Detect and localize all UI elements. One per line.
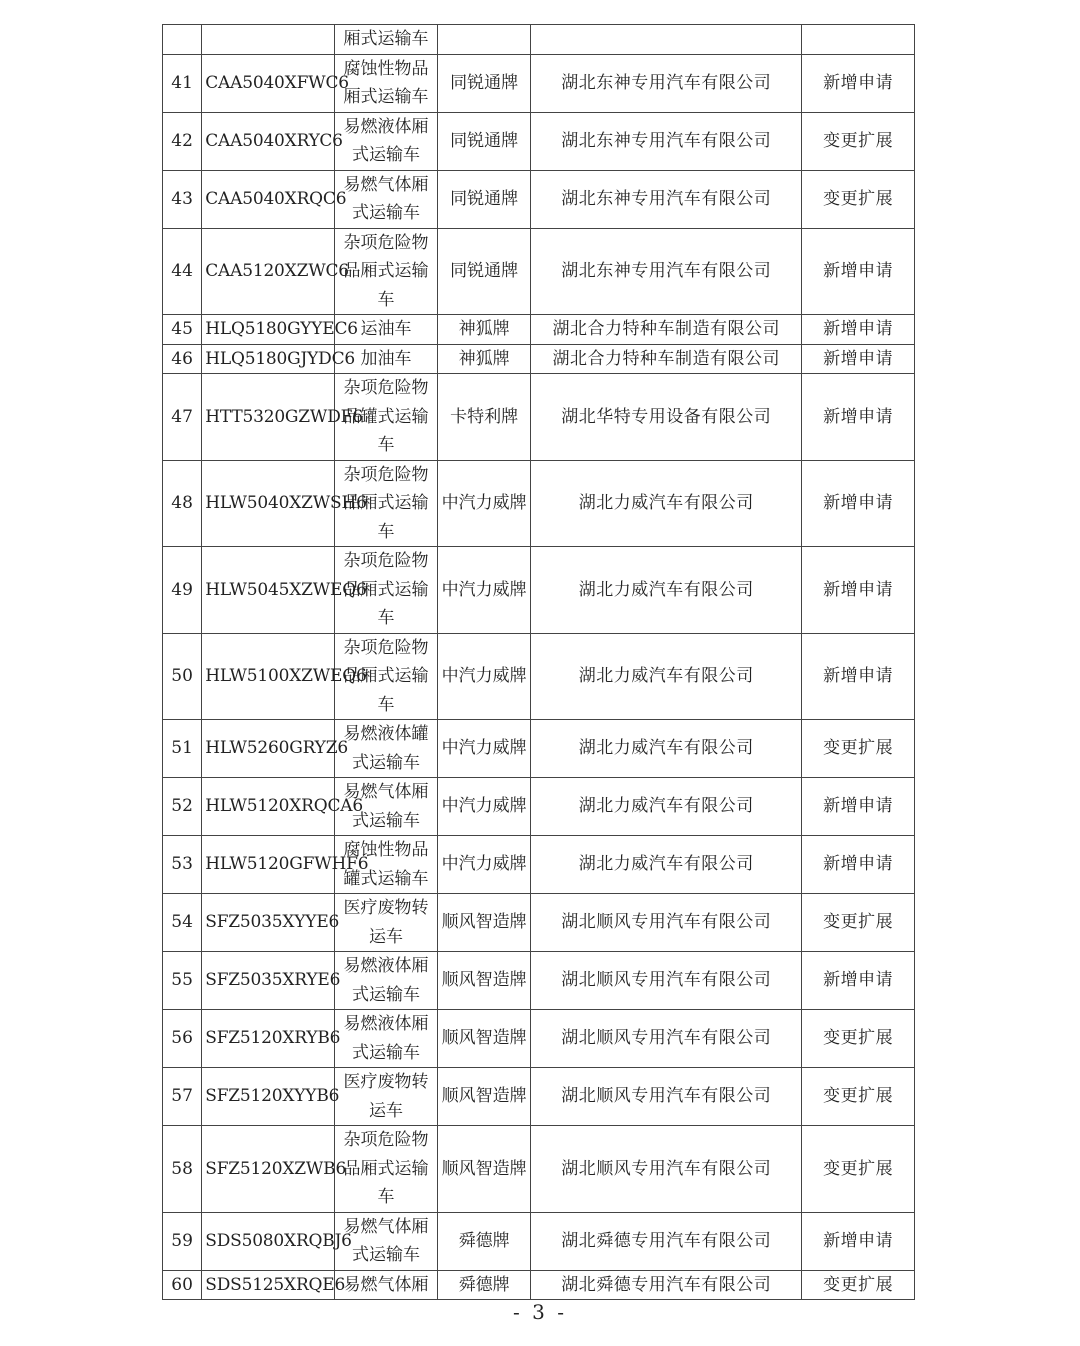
vehicle-name-line: 式运输车: [351, 1245, 420, 1265]
vehicle-name-cell: [335, 112, 438, 170]
vehicle-name-cell: [335, 836, 438, 894]
application-type-cell: [802, 25, 915, 55]
vehicle-model-cell: SFZ5120XRYB6: [202, 1010, 335, 1068]
company-cell: 湖北合力特种车制造有限公司: [531, 344, 802, 374]
vehicle-model-cell: SFZ5035XRYE6: [202, 952, 335, 1010]
brand-cell: 舜德牌: [437, 1212, 531, 1270]
company-cell: 湖北东神专用汽车有限公司: [531, 228, 802, 315]
vehicle-name-line: 腐蚀性物品: [343, 840, 429, 860]
vehicle-name-line: 式运输车: [351, 752, 420, 773]
vehicle-model-cell: HLW5040XZWSH6: [202, 460, 335, 547]
vehicle-model-cell: [202, 25, 335, 55]
brand-cell: 神狐牌: [437, 315, 531, 345]
vehicle-name-line: 杂项危险物: [343, 378, 429, 398]
vehicle-name-line: 车: [377, 289, 395, 310]
vehicle-name-line: 厢式运输车: [343, 87, 429, 107]
brand-cell: 中汽力威牌: [437, 460, 531, 547]
company-cell: 湖北力威汽车有限公司: [531, 547, 802, 634]
vehicle-name-cell: [335, 170, 438, 228]
row-number-cell: 60: [163, 1270, 202, 1300]
vehicle-name-line: 式运输车: [351, 203, 420, 223]
table-row: [163, 54, 915, 112]
vehicle-name-line: 车: [377, 694, 395, 715]
vehicle-name-line: 品厢式运输: [343, 579, 429, 600]
row-number-cell: 41: [163, 54, 202, 112]
vehicle-model-cell: SFZ5120XZWB6: [202, 1126, 335, 1213]
company-cell: [531, 25, 802, 55]
vehicle-name-line: 杂项危险物: [343, 637, 429, 658]
application-type-cell: 变更扩展: [802, 1068, 915, 1126]
row-number-cell: 52: [163, 778, 202, 836]
brand-cell: 同锐通牌: [437, 54, 531, 112]
vehicle-name-line: 厢式运输车: [343, 29, 429, 49]
vehicle-name-line: 车: [377, 435, 395, 455]
vehicle-name-line: 品罐式运输: [343, 406, 429, 427]
vehicle-name-cell: [335, 228, 438, 315]
row-number-cell: 53: [163, 836, 202, 894]
application-type-cell: 新增申请: [802, 547, 915, 634]
row-number-cell: 43: [163, 170, 202, 228]
company-cell: 湖北东神专用汽车有限公司: [531, 54, 802, 112]
application-type-cell: 新增申请: [802, 952, 915, 1010]
vehicle-name-line: 运车: [368, 1100, 403, 1121]
table-row: [163, 720, 915, 778]
brand-cell: 同锐通牌: [437, 170, 531, 228]
table-row: [163, 315, 915, 345]
row-number-cell: 47: [163, 374, 202, 461]
vehicle-name-line: 加油车: [360, 348, 412, 369]
brand-cell: 神狐牌: [437, 344, 531, 374]
vehicle-model-cell: CAA5040XRQC6: [202, 170, 335, 228]
vehicle-name-line: 医疗废物转: [343, 1072, 429, 1092]
application-type-cell: 新增申请: [802, 228, 915, 315]
application-type-cell: 变更扩展: [802, 720, 915, 778]
company-cell: 湖北舜德专用汽车有限公司: [531, 1212, 802, 1270]
vehicle-name-cell: [335, 952, 438, 1010]
vehicle-model-cell: SFZ5120XYYB6: [202, 1068, 335, 1126]
vehicle-name-cell: [335, 1068, 438, 1126]
table-row: [163, 952, 915, 1010]
table-row: [163, 170, 915, 228]
vehicle-name-line: 式运输车: [351, 1042, 420, 1063]
vehicle-name-line: 品厢式运输: [343, 493, 429, 513]
brand-cell: 卡特利牌: [437, 374, 531, 461]
vehicle-model-cell: HLQ5180GYYEC6: [202, 315, 335, 345]
row-number-cell: 54: [163, 894, 202, 952]
row-number-cell: [163, 25, 202, 55]
vehicle-name-line: 式运输车: [351, 984, 420, 1005]
row-number-cell: 58: [163, 1126, 202, 1213]
vehicle-name-line: 式运输车: [351, 145, 420, 165]
table-row: [163, 1212, 915, 1270]
table-row: [163, 374, 915, 461]
application-type-cell: 新增申请: [802, 633, 915, 720]
company-cell: 湖北东神专用汽车有限公司: [531, 112, 802, 170]
table-row: [163, 1126, 915, 1213]
vehicle-name-line: 式运输车: [351, 810, 420, 831]
vehicle-name-line: 运车: [368, 926, 403, 947]
vehicle-name-line: 易燃液体厢: [343, 1014, 429, 1034]
table-row: [163, 112, 915, 170]
vehicle-name-cell: [335, 1010, 438, 1068]
vehicle-name-line: 易燃气体厢: [343, 782, 429, 802]
vehicle-name-cell: [335, 25, 438, 55]
table-row: [163, 836, 915, 894]
vehicle-name-cell: [335, 1126, 438, 1213]
table-row: [163, 1010, 915, 1068]
application-type-cell: 变更扩展: [802, 1010, 915, 1068]
brand-cell: 中汽力威牌: [437, 720, 531, 778]
vehicle-model-cell: HLW5120XRQCA6: [202, 778, 335, 836]
row-number-cell: 44: [163, 228, 202, 315]
application-type-cell: 变更扩展: [802, 1126, 915, 1213]
table-row: [163, 633, 915, 720]
brand-cell: 中汽力威牌: [437, 633, 531, 720]
vehicle-name-line: 罐式运输车: [343, 868, 429, 889]
brand-cell: 同锐通牌: [437, 112, 531, 170]
vehicle-name-cell: [335, 54, 438, 112]
application-type-cell: 变更扩展: [802, 1270, 915, 1300]
table-row: [163, 460, 915, 547]
row-number-cell: 46: [163, 344, 202, 374]
company-cell: 湖北力威汽车有限公司: [531, 836, 802, 894]
table-body: [163, 25, 915, 1300]
brand-cell: 顺风智造牌: [437, 894, 531, 952]
brand-cell: 同锐通牌: [437, 228, 531, 315]
page-number: - 3 -: [513, 1300, 567, 1324]
company-cell: 湖北顺风专用汽车有限公司: [531, 1068, 802, 1126]
vehicle-name-line: 易燃液体厢: [343, 116, 429, 137]
row-number-cell: 42: [163, 112, 202, 170]
vehicle-name-cell: [335, 894, 438, 952]
vehicle-name-line: 杂项危险物: [343, 464, 429, 485]
brand-cell: 中汽力威牌: [437, 547, 531, 634]
vehicle-model-cell: HLW5260GRYZ6: [202, 720, 335, 778]
vehicle-name-line: 易燃气体厢: [343, 1216, 429, 1237]
table-row: [163, 894, 915, 952]
brand-cell: 中汽力威牌: [437, 778, 531, 836]
brand-cell: 舜德牌: [437, 1270, 531, 1300]
application-type-cell: 新增申请: [802, 374, 915, 461]
company-cell: 湖北华特专用设备有限公司: [531, 374, 802, 461]
vehicle-model-cell: CAA5040XFWC6: [202, 54, 335, 112]
vehicle-name-line: 易燃气体厢: [343, 1274, 429, 1295]
vehicle-name-cell: [335, 374, 438, 461]
company-cell: 湖北合力特种车制造有限公司: [531, 315, 802, 345]
vehicle-name-line: 腐蚀性物品: [343, 58, 429, 79]
table-row: [163, 547, 915, 634]
vehicle-name-line: 运油车: [360, 319, 412, 339]
vehicle-model-cell: HLQ5180GJYDC6: [202, 344, 335, 374]
application-type-cell: 新增申请: [802, 315, 915, 345]
row-number-cell: 45: [163, 315, 202, 345]
table-row: [163, 228, 915, 315]
brand-cell: [437, 25, 531, 55]
company-cell: 湖北东神专用汽车有限公司: [531, 170, 802, 228]
application-type-cell: 变更扩展: [802, 112, 915, 170]
company-cell: 湖北力威汽车有限公司: [531, 633, 802, 720]
application-type-cell: 变更扩展: [802, 894, 915, 952]
row-number-cell: 56: [163, 1010, 202, 1068]
vehicle-list-table: [162, 24, 915, 1300]
vehicle-model-cell: CAA5040XRYC6: [202, 112, 335, 170]
row-number-cell: 59: [163, 1212, 202, 1270]
brand-cell: 顺风智造牌: [437, 1068, 531, 1126]
application-type-cell: 新增申请: [802, 460, 915, 547]
company-cell: 湖北顺风专用汽车有限公司: [531, 894, 802, 952]
vehicle-model-cell: HLW5045XZWEQ6: [202, 547, 335, 634]
vehicle-name-line: 易燃液体厢: [343, 956, 429, 976]
application-type-cell: 新增申请: [802, 54, 915, 112]
table-row: [163, 344, 915, 374]
vehicle-name-cell: [335, 1270, 438, 1300]
row-number-cell: 57: [163, 1068, 202, 1126]
brand-cell: 中汽力威牌: [437, 836, 531, 894]
table-row: [163, 1270, 915, 1300]
application-type-cell: 新增申请: [802, 344, 915, 374]
application-type-cell: 新增申请: [802, 1212, 915, 1270]
vehicle-name-line: 车: [377, 521, 395, 542]
company-cell: 湖北顺风专用汽车有限公司: [531, 1126, 802, 1213]
table-row: [163, 1068, 915, 1126]
vehicle-name-line: 品厢式运输: [343, 666, 429, 686]
vehicle-name-line: 车: [377, 1187, 395, 1207]
vehicle-model-cell: HLW5120GFWHF6: [202, 836, 335, 894]
table-row: [163, 778, 915, 836]
vehicle-model-cell: SFZ5035XYYE6: [202, 894, 335, 952]
company-cell: 湖北顺风专用汽车有限公司: [531, 952, 802, 1010]
application-type-cell: 新增申请: [802, 778, 915, 836]
vehicle-name-line: 杂项危险物: [343, 551, 429, 571]
vehicle-name-line: 杂项危险物: [343, 1130, 429, 1150]
vehicle-model-cell: SDS5080XRQBJ6: [202, 1212, 335, 1270]
vehicle-name-cell: [335, 720, 438, 778]
row-number-cell: 55: [163, 952, 202, 1010]
vehicle-model-cell: SDS5125XRQE6: [202, 1270, 335, 1300]
table-row: [163, 25, 915, 55]
vehicle-name-line: 杂项危险物: [343, 232, 429, 253]
company-cell: 湖北力威汽车有限公司: [531, 778, 802, 836]
row-number-cell: 48: [163, 460, 202, 547]
company-cell: 湖北力威汽车有限公司: [531, 460, 802, 547]
vehicle-name-line: 品厢式运输: [343, 261, 429, 281]
brand-cell: 顺风智造牌: [437, 1010, 531, 1068]
row-number-cell: 50: [163, 633, 202, 720]
vehicle-model-cell: HTT5320GZWDF6: [202, 374, 335, 461]
vehicle-name-cell: [335, 633, 438, 720]
brand-cell: 顺风智造牌: [437, 1126, 531, 1213]
vehicle-name-cell: [335, 547, 438, 634]
company-cell: 湖北力威汽车有限公司: [531, 720, 802, 778]
company-cell: 湖北舜德专用汽车有限公司: [531, 1270, 802, 1300]
vehicle-name-cell: [335, 460, 438, 547]
vehicle-name-line: 车: [377, 608, 395, 628]
application-type-cell: 新增申请: [802, 836, 915, 894]
vehicle-model-cell: HLW5100XZWEQ6: [202, 633, 335, 720]
vehicle-name-line: 易燃液体罐: [343, 724, 429, 744]
application-type-cell: 变更扩展: [802, 170, 915, 228]
company-cell: 湖北顺风专用汽车有限公司: [531, 1010, 802, 1068]
vehicle-name-line: 医疗废物转: [343, 898, 429, 918]
row-number-cell: 49: [163, 547, 202, 634]
row-number-cell: 51: [163, 720, 202, 778]
vehicle-name-line: 品厢式运输: [343, 1158, 429, 1179]
brand-cell: 顺风智造牌: [437, 952, 531, 1010]
vehicle-model-cell: CAA5120XZWC6: [202, 228, 335, 315]
vehicle-name-line: 易燃气体厢: [343, 174, 429, 195]
